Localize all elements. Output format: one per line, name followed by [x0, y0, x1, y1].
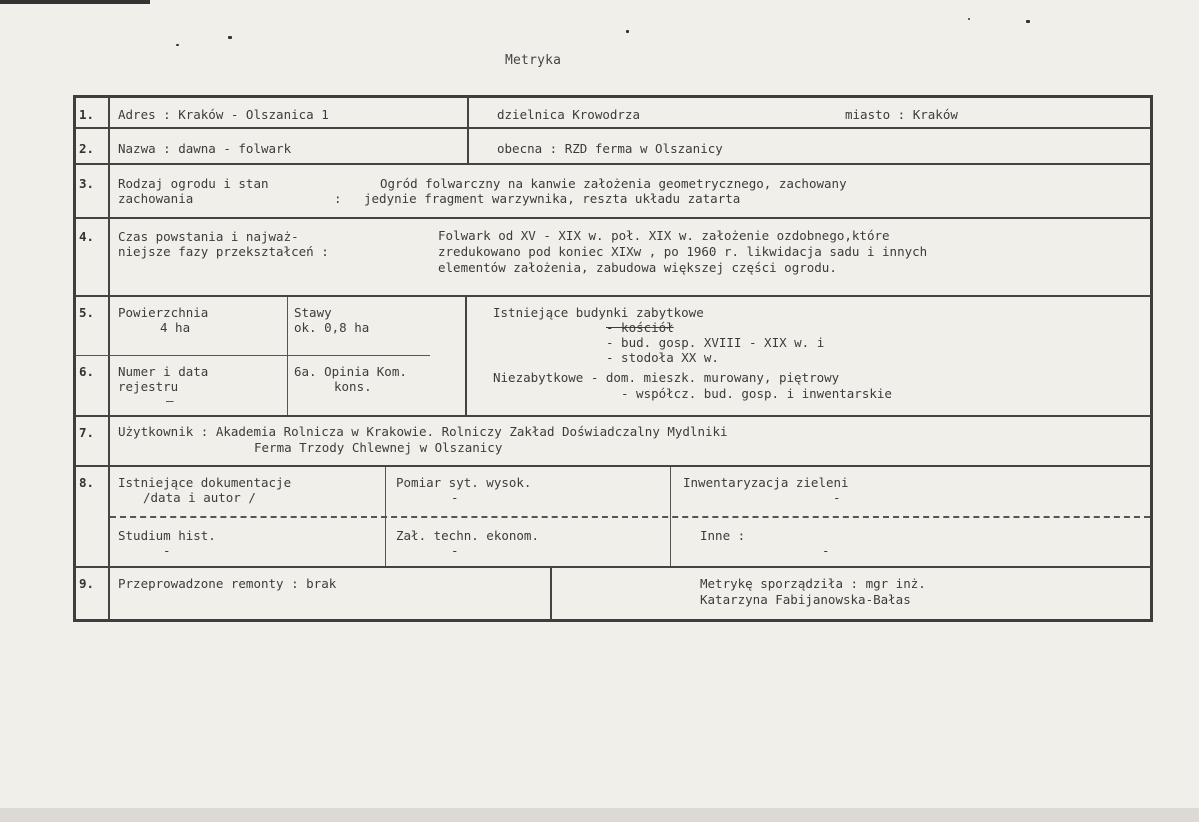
page-title: Metryka [505, 53, 562, 68]
field-label: niejsze fazy przekształceń : [118, 244, 329, 259]
column-divider [550, 568, 552, 620]
building-item: - stodoła XX w. [606, 350, 719, 365]
scan-top-mark [0, 0, 150, 4]
opinion-label: kons. [334, 379, 372, 394]
other-value: - [822, 543, 830, 558]
column-divider [467, 97, 469, 163]
field-label: zachowania [118, 191, 194, 206]
area-value: 4 ha [160, 320, 191, 335]
former-name-field: Nazwa : dawna - folwark [118, 141, 292, 156]
history-text: zredukowano pod koniec XIXw , po 1960 r. likwidacja sadu i innych [438, 244, 928, 259]
register-label: Numer i data [118, 364, 209, 379]
row-line [75, 163, 1151, 165]
building-item: - bud. gosp. XVIII - XIX w. i [606, 335, 825, 350]
renovations-field: Przeprowadzone remonty : brak [118, 576, 337, 591]
survey-value: - [451, 490, 459, 505]
column-divider [465, 297, 467, 415]
current-name-field: obecna : RZD ferma w Olszanicy [497, 141, 723, 156]
row-line [75, 566, 1151, 568]
city-field: miasto : Kraków [845, 107, 958, 122]
opinion-label: 6a. Opinia Kom. [294, 364, 407, 379]
row-line [75, 295, 1151, 297]
history-text: Folwark od XV - XIX w. poł. XIX w. założenie ozdobnego,które [438, 228, 890, 243]
row-number: 7. [79, 425, 95, 440]
row-line [75, 217, 1151, 219]
buildings-heading: Istniejące budynki zabytkowe [493, 305, 704, 320]
row-number: 3. [79, 176, 95, 191]
survey-label: Pomiar syt. wysok. [396, 475, 532, 490]
documentation-label: /data i autor / [143, 490, 256, 505]
row-line [75, 415, 1151, 417]
row-number: 4. [79, 229, 95, 244]
documentation-label: Istniejące dokumentacje [118, 475, 292, 490]
historic-study-value: - [163, 543, 171, 558]
row-dashed-line [110, 516, 1150, 518]
author-name: Katarzyna Fabijanowska-Bałas [700, 592, 911, 607]
tech-econ-value: - [451, 543, 459, 558]
author-field: Metrykę sporządziła : mgr inż. [700, 576, 926, 591]
address-field: Adres : Kraków - Olszanica 1 [118, 107, 329, 122]
number-column-divider [108, 97, 110, 620]
row-line [75, 127, 1151, 129]
garden-type-text: jedynie fragment warzywnika, reszta układu zatarta [364, 191, 741, 206]
tech-econ-label: Zał. techn. ekonom. [396, 528, 539, 543]
other-label: Inne : [700, 528, 746, 543]
scan-speck [968, 18, 970, 20]
scan-speck [228, 36, 232, 39]
register-label: rejestru [118, 379, 179, 394]
row-line [75, 465, 1151, 467]
row-number: 6. [79, 364, 95, 379]
greenery-inventory-value: - [833, 490, 841, 505]
column-divider [670, 467, 671, 566]
user-field: Użytkownik : Akademia Rolnicza w Krakowie. Rolniczy Zakład Doświadczalny Mydlniki [118, 424, 728, 439]
non-historic-buildings: Niezabytkowe - dom. mieszk. murowany, piętrowy [493, 370, 840, 385]
non-historic-buildings: - współcz. bud. gosp. i inwentarskie [621, 386, 892, 401]
column-divider [287, 297, 288, 415]
register-value: — [166, 393, 174, 408]
scan-bottom-edge [0, 808, 1199, 822]
row-number: 1. [79, 107, 95, 122]
field-label: Czas powstania i najważ- [118, 229, 299, 244]
row-line [75, 355, 430, 356]
scan-speck [626, 30, 629, 33]
district-field: dzielnica Krowodrza [497, 107, 640, 122]
ponds-value: ok. 0,8 ha [294, 320, 370, 335]
row-number: 2. [79, 141, 95, 156]
user-field: Ferma Trzody Chlewnej w Olszanicy [254, 440, 503, 455]
scan-speck [176, 44, 179, 46]
greenery-inventory-label: Inwentaryzacja zieleni [683, 475, 849, 490]
scan-speck [1026, 20, 1030, 23]
field-label: Rodzaj ogrodu i stan [118, 176, 269, 191]
row-number: 5. [79, 305, 95, 320]
area-label: Powierzchnia [118, 305, 209, 320]
historic-study-label: Studium hist. [118, 528, 216, 543]
history-text: elementów założenia, zabudowa większej części ogrodu. [438, 260, 837, 275]
building-item: - kościół [606, 320, 674, 335]
column-divider [385, 467, 386, 566]
ponds-label: Stawy [294, 305, 332, 320]
row-number: 9. [79, 576, 95, 591]
row-number: 8. [79, 475, 95, 490]
garden-type-text: Ogród folwarczny na kanwie założenia geometrycznego, zachowany [380, 176, 847, 191]
field-label-colon: : [334, 191, 342, 206]
